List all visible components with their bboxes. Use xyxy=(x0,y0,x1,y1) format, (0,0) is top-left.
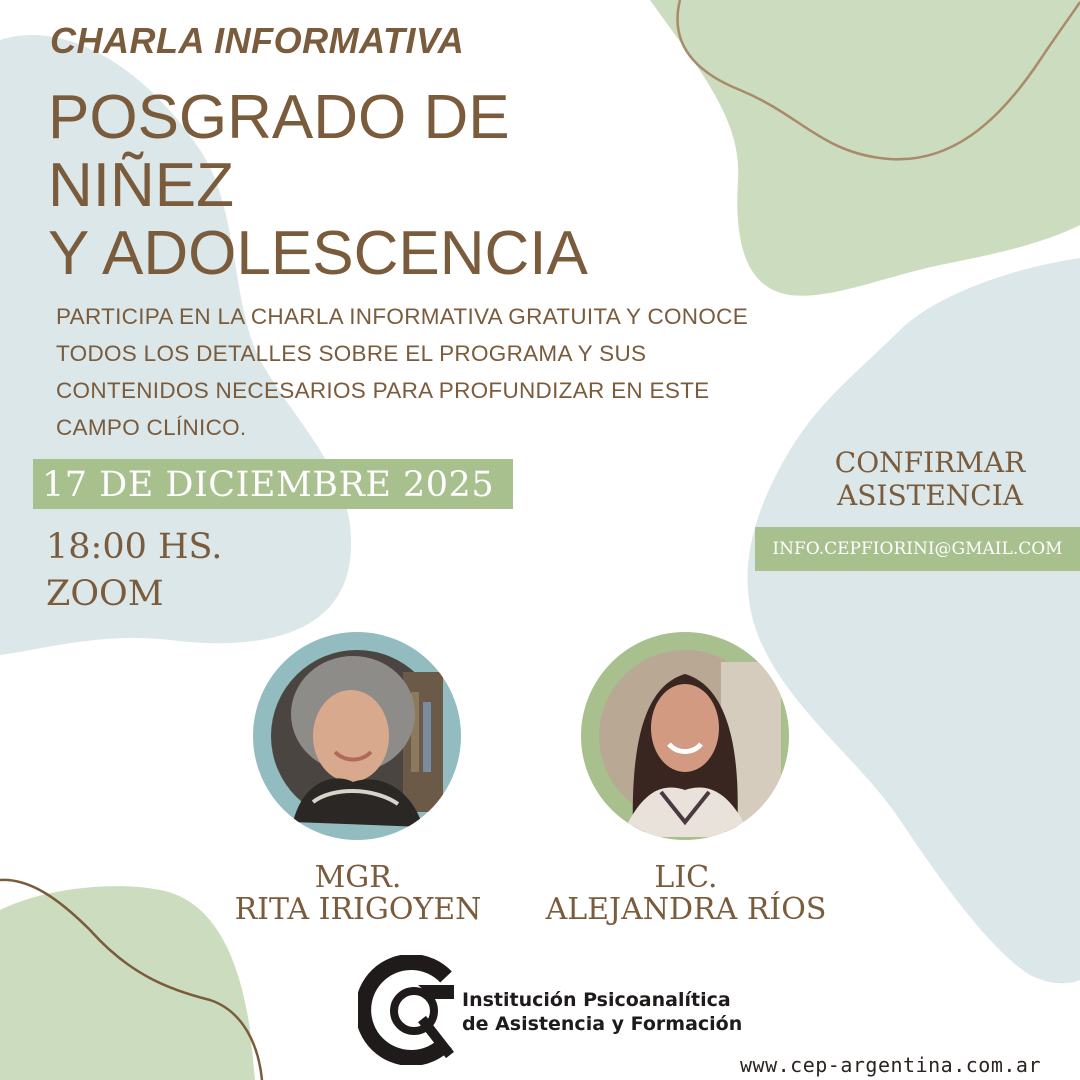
organization-name xyxy=(462,988,742,1036)
speaker-title: LIC. xyxy=(654,860,718,895)
organization-name-line: de Asistencia y Formación xyxy=(462,1013,743,1035)
description-line: TODOS LOS DETALLES SOBRE EL PROGRAMA Y SUS xyxy=(56,341,647,366)
cep-logo-icon xyxy=(358,955,462,1065)
organization-name-line: Institución Psicoanalítica xyxy=(462,989,731,1011)
speaker-name xyxy=(541,862,831,926)
speaker-photo xyxy=(581,632,789,840)
speaker-name xyxy=(213,862,503,926)
title-line: NIÑEZ xyxy=(48,151,234,220)
website-link[interactable]: www.cep-argentina.com.ar xyxy=(740,1053,1041,1077)
rsvp-email[interactable]: INFO.CEPFIORINI@GMAIL.COM xyxy=(772,539,1063,559)
rsvp-heading-line: ASISTENCIA xyxy=(837,479,1023,512)
rsvp-heading-line: CONFIRMAR xyxy=(834,446,1026,479)
speaker-photo xyxy=(253,632,461,840)
event-kicker: CHARLA INFORMATIVA xyxy=(50,20,465,61)
event-platform: ZOOM xyxy=(46,574,164,614)
event-description xyxy=(56,298,856,446)
speaker-photo-ring xyxy=(581,632,789,840)
description-line: CONTENIDOS NECESARIOS PARA PROFUNDIZAR EN ESTE xyxy=(56,378,710,403)
speaker-photo-ring xyxy=(253,632,461,840)
speaker-full-name: RITA IRIGOYEN xyxy=(234,892,482,927)
page-title xyxy=(48,84,588,288)
speaker-full-name: ALEJANDRA RÍOS xyxy=(545,892,827,927)
top-right-green-blob xyxy=(650,0,1080,296)
rsvp-heading xyxy=(780,446,1080,512)
title-line: Y ADOLESCENCIA xyxy=(48,219,588,288)
event-time: 18:00 HS. xyxy=(46,527,223,567)
description-line: PARTICIPA EN LA CHARLA INFORMATIVA GRATUITA Y CONOCE xyxy=(56,304,749,329)
description-line: CAMPO CLÍNICO. xyxy=(56,415,247,440)
title-line: POSGRADO DE xyxy=(48,83,510,152)
event-date: 17 DE DICIEMBRE 2025 xyxy=(42,465,495,505)
speaker-title: MGR. xyxy=(314,860,402,895)
